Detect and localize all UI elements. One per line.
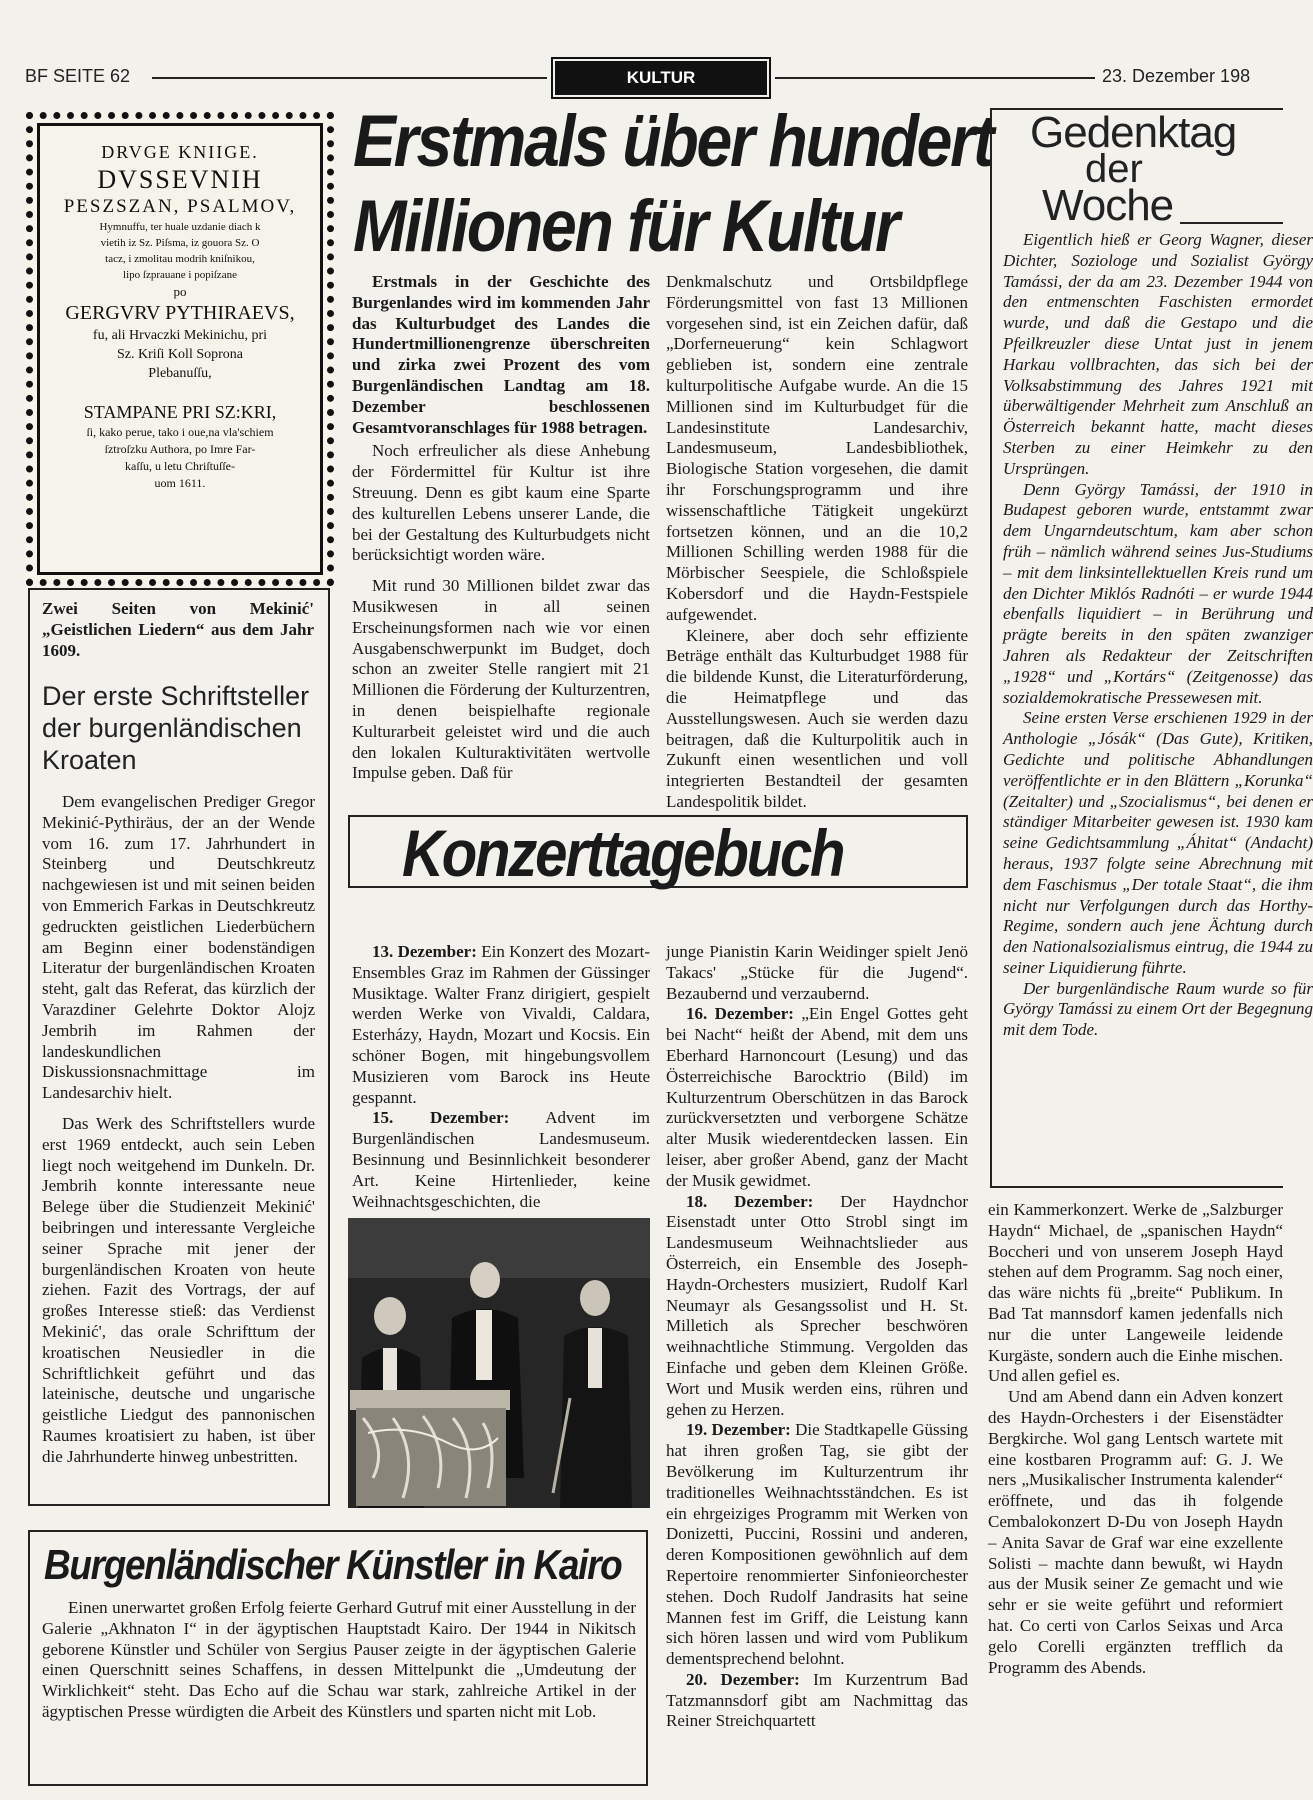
kultur-p3: Mit rund 30 Millionen bildet zwar das Musikwesen in all seinen Erscheinungsformen nach wie vor einen Ausgabenschwerpunkt im Budget, doch schon an zweiter Stelle rangiert mit 21 Millionen die Förderung der Kulturzentren, in denen beispielhafte regionale Kulturarbeit geleistet wird und die auch den lokalen Kulturaktivitäten wertvolle Impulse geben. Daß für — [352, 576, 650, 783]
kultur-headline-2: Millionen für Kultur — [353, 186, 898, 267]
woodcut-line: Plebanuſſu, — [148, 366, 212, 381]
gedenktag-p2: Denn György Tamássi, der 1910 in Budapest geboren wurde, entstammt zwar dem Ungarndeutschtum, kam aber schon früh – nämlich während seines Jus-Studiums – mit dem linksintellektuellen Kreis rund um den Dichter Miklós Radnóti – er wurde 1944 ebenfalls liquidiert – in Berührung und prägte bereits in den späten zwanziger Jahren als Redakteur der Zeitschriften „1928“ und „Kortárs“ (Zeitgenosse) das sozialdemokratische Pressewesen mit. — [1003, 479, 1313, 707]
kultur-headline-1: Erstmals über hundert — [353, 101, 993, 182]
woodcut-line: Sz. Kriſi Koll Soprona — [117, 347, 243, 362]
woodcut-line: tacz, i zmolitau modrih kniſnikou, — [105, 253, 255, 265]
woodcut-line: ſi, kako perue, tako i oue,na vla'schiem — [86, 425, 274, 439]
woodcut-line: DVSSEVNIH — [97, 165, 263, 194]
page-number: BF SEITE 62 — [25, 66, 131, 86]
konzert-r2: Und am Abend dann ein Adven konzert des Haydn-Orchesters i der Eisenstädter Bergkirche. Wol gang Lentsch wartete mit eine kostbaren Programm auf: G. J. We ners „Musikalischer Instrumenta kalender“ eröffnete, und das ih folgende Cembalokonzert D-Du von Joseph Haydn – Anita Savar de Graf war eine exzellente Solisti – machte dann bewußt, wi Haydn aus der Musik seiner Ze gemacht und wie sehr er sie weite geführt und reformiert hat. Co certi von Carlos Seixas und Arca gelo Corelli ergänzten trefflich da Programm des Abends. — [988, 1387, 1283, 1677]
kultur-lead: Erstmals in der Geschichte des Burgenlandes wird im kommenden Jahr das Kulturbudget des Landes die Hundertmillionengrenze überschreiten und zirka zwei Prozent des vom Burgenländischen Landtag am 18. Dezember beschlossenen Gesamtvoranschlages für 1988 betragen. — [352, 272, 650, 437]
konzert-col-3 — [988, 1200, 1283, 1705]
woodcut-line: DRVGE KNIIGE. — [101, 142, 259, 162]
kroaten-body — [42, 792, 315, 1468]
woodcut-line: kaſſu, u letu Chriſtuſſe- — [125, 459, 235, 473]
konzert-e2-date: 15. Dezember: — [372, 1108, 510, 1128]
kultur-col-1 — [352, 272, 650, 784]
gedenktag-body — [1003, 230, 1313, 1041]
gedenktag-p4: Der burgenländische Raum wurde so für György Tamássi zu einem Ort der Begegnung mit dem Tode. — [1003, 978, 1313, 1040]
historic-book-image — [26, 112, 334, 586]
konzert-e2b: junge Pianistin Karin Weidinger spielt Jenö Takacs' „Stücke für die Jugend“. Bezaubernd und verzaubernd. — [666, 942, 968, 1003]
konzert-e3: „Ein Engel Gottes geht bei Nacht“ heißt der Abend, mit dem uns Eberhard Harnoncourt (Lesung) und das Österreichische Barocktrio (Bild) im Kulturzentrum Oberschützen in das Barock zurückversetzten und verborgene Schätze alter Musik wiederentdecken lassen. Ein leiser, aber großer Abend, ganz der Macht der Musik gewidmet. — [666, 1004, 969, 1190]
konzert-e1: Ein Konzert des Mozart-Ensembles Graz im Rahmen der Güssinger Musiktage. Walter Franz dirigiert, gespielt werden Werke von Vivaldi, Caldara, Esterházy, Haydn, Mozart und Kocsis. Ein schöner Bogen, mit hingebungsvollem Musizieren vom Barock ins Heute gespannt. — [352, 942, 651, 1107]
woodcut-line: lipo ſzprauane i popiſzane — [123, 269, 237, 281]
woodcut-line: ſztroſzku Authora, po Imre Far- — [104, 442, 256, 456]
konzert-col-2 — [666, 942, 968, 1732]
konzert-e4-date: 18. Dezember: — [686, 1191, 814, 1211]
woodcut-text — [59, 141, 301, 492]
woodcut-line: STAMPANE PRI SZ:KRI, — [83, 402, 277, 422]
gedenktag-title-1: Gedenktag — [1030, 108, 1237, 157]
kairo-text: Einen unerwartet großen Erfolg feierte Gerhard Gutruf mit einer Ausstellung in der Galerie „Akhnaton I“ in der ägyptischen Hauptstadt Kairo. Der 1944 in Nikitsch geborene Künstler und Schüler von Sergius Pauser zeigte in der ägyptischen Galerie einen Querschnitt seines Schaffens, in dessen Mittelpunkt die „Umdeutung der Wirklichkeit“ steht. Das Echo auf die Schau war stark, zahlreiche Artikel in der ägyptischen Presse würdigten die Arbeit des Künstlers und sparten nicht mit Lob. — [42, 1598, 636, 1721]
kultur-p2: Noch erfreulicher als diese Anhebung der Fördermittel für Kultur ist ihre Streuung. Denn es gibt kaum eine Sparte des kulturellen Lebens unserer Lande, die bei der Gestaltung des Kulturbudgets nicht berücksichtigt worden wäre. — [352, 441, 650, 565]
konzert-e1-date: 13. Dezember: — [372, 942, 477, 961]
konzert-e6-date: 20. Dezember: — [686, 1669, 800, 1689]
kultur-col-2 — [666, 272, 968, 813]
header-rule-right — [775, 77, 1095, 79]
konzert-e6: Im Kurzentrum Bad Tatzmannsdorf gibt am Nachmittag das Reiner Streichquartett — [666, 1669, 968, 1731]
section-badge: KULTUR — [555, 61, 767, 95]
kroaten-p1: Dem evangelischen Prediger Gregor Mekinić-Pythiräus, der an der Wende vom 16. zum 17. Jahrhundert in Steinberg und Deutschkreutz nachgewiesen ist und mit seinen beiden von Emmerich Farkas in Deutschkreutz gedruckten geistlichen Liederbüchern am Beginn einer bodenständigen Literatur der burgenländischen Kroaten steht, galt das Referat, das kürzlich der Varazdiner Gelehrte Doktor Alojz Jembrih im Rahmen der landeskundlichen Diskussionsnachmittage im Landesarchiv hielt. — [42, 792, 315, 1103]
kroaten-p2: Das Werk des Schriftstellers wurde erst 1969 entdeckt, auch sein Leben liegt noch weitgehend im Dunkeln. Dr. Jembrih konnte interessante neue Belege über die Studienzeit Mekinić' beibringen und interessante Vergleiche seiner Sprache mit jener der burgenländischen Kroaten von heute ziehen. Fazit des Vortrags, der auf großes Interesse stieß: das Verdienst Mekinić', das orale Schrifttum der kroatischen Neusiedler in die Schriftlichkeit geführt und das lateinische, deutsche und ungarische geistliche Liedgut des pannonischen Raumes kroatisiert zu haben, ist über die Jahrhunderte hinweg unbestritten. — [42, 1113, 315, 1466]
konzert-col-1 — [352, 942, 650, 1212]
woodcut-line: uom 1611. — [154, 476, 206, 490]
konzert-e5-date: 19. Dezember: — [686, 1420, 791, 1440]
woodcut-line: po — [173, 284, 187, 299]
gedenktag-title-2: der — [1085, 147, 1143, 191]
woodcut-line: PESZSZAN, PSALMOV, — [63, 196, 297, 217]
gedenktag-p1: Eigentlich hieß er Georg Wagner, dieser Dichter, Soziologe und Sozialist György Tamássi, der da am 23. Dezember 1944 von den entmenschten Faschisten ermordet wurde, und daß die Gestapo und die Pfeilkreuzler diese Untat just in jenem Harkau vollbrachten, das sich bei der Volksabstimmung des Jahres 1921 mit überwältigender Mehrheit zum Anschluß an Österreich bekannt hatte, macht dieses Sterben zu einer Heimkehr zu den Ursprüngen. — [1003, 230, 1313, 478]
konzert-r1: ein Kammerkonzert. Werke de „Salzburger Haydn“ Michael, de „spanischen Haydn“ Boccheri und von unserem Joseph Hayd stehen auf dem Programm. Sag noch einer, das wäre nichts fü „breite“ Publikum. In Bad Tat mannsdorf kamen jedenfalls nich nur die unter Langeweile leidende Kurgäste, sondern auch die Einhe mischen. Und allen gefiel es. — [988, 1200, 1283, 1386]
photo-drawing — [348, 1218, 650, 1508]
woodcut-line: GERGVRV PYTHIRAEVS, — [65, 302, 295, 324]
kairo-title: Burgenländischer Künstler in Kairo — [44, 1541, 622, 1588]
woodcut-line: vietih iz Sz. Piſsma, iz gouora Sz. O — [100, 237, 260, 249]
gedenktag-rule — [1180, 222, 1283, 224]
konzert-e4: Der Haydnchor Eisenstadt unter Otto Strobl singt im Landesmuseum Weihnachtslieder aus Österreich, ein Ensemble des Joseph-Haydn-Orchesters musiziert, Rudolf Karl Neumayr als Gesangssolist und H. St. Milletich als Sprecher beschwören weihnachtliche Stimmung. Vergolden das Einfache und geben dem Kleinen Größe. Wort und Musik werden eins, rühren und gehen zu Herzen. — [666, 1191, 969, 1419]
kultur-p5: Kleinere, aber doch sehr effiziente Beträge enthält das Kulturbudget 1988 für die bildende Kunst, die Literaturförderung, die Heimatpflege und das Ausstellungswesen. Auch sie werden dazu beitragen, daß die Kulturpolitik auch in Zukunft einen wesentlichen und voll integrierten Bestandteil der gesamten Landespolitik bildet. — [666, 625, 968, 811]
woodcut-line: fu, ali Hrvaczki Mekinichu, pri — [92, 328, 268, 343]
barocktrio-photo — [348, 1218, 650, 1508]
gedenktag-title-3: Woche — [1042, 181, 1174, 230]
kroaten-title: Der erste Schriftsteller der burgenländischen Kroaten — [42, 681, 310, 775]
woodcut-line: Hymnuffu, ter huale uzdanie diach k — [99, 221, 261, 233]
kultur-p4: Denkmalschutz und Ortsbildpflege Förderungsmittel von fast 13 Millionen vorgesehen sind, ist ein Zeichen dafür, daß „Dorferneuerung“ kein Schlagwort geblieben ist, sondern eine zentrale kulturpolitische Aufgabe wurde. An die 15 Millionen sind im Kulturbudget für die Landesinstitute Landesarchiv, Landesmuseum, Landesbibliothek, Biologische Station vorgesehen, die damit ihr Forschungsprogramm und ihre wissenschaftliche Tätigkeit ungekürzt fortsetzen können, und an die 10,2 Millionen Schilling werden 1988 für die Mörbischer Seespiele, die Schloßspiele Kobersdorf und die Haydn-Festspiele aufgewendet. — [666, 272, 968, 624]
image-caption: Zwei Seiten von Mekinić' „Geistlichen Liedern“ aus dem Jahr 1609. — [42, 599, 314, 660]
konzert-e2: Advent im Burgenländischen Landesmuseum. Besinnung und Besinnlichkeit besonderer Art. Keine Hirtenlieder, keine Weihnachtsgeschichten, die — [352, 1108, 651, 1211]
header-rule-left — [152, 77, 547, 79]
issue-date: 23. Dezember 198 — [1102, 66, 1251, 86]
gedenktag-p3: Seine ersten Verse erschienen 1929 in der Anthologie „Jósák“ (Das Gute), Kritiken, Gedichte und politische Abhandlungen veröffentlichte er in den Blättern „Korunka“ (Zeitalter) und „Szocialismus“, bei denen er ständiger Mitarbeiter gewesen ist. 1930 kam seine Gedichtsammlung „Áhitat“ (Andacht) heraus, 1937 folgte seine Abrechnung mit dem Faschismus „Der totale Staat“, die ihm nicht nur Verfolgungen durch das Horthy-Regime, sondern auch jene Ächtung durch den Nationalsozialismus eintrug, die 1944 zu seiner Liquidierung führte. — [1003, 708, 1313, 977]
konzert-e5: Die Stadtkapelle Güssing hat ihren großen Tag, sie gibt der Bevölkerung im Kulturzentrum ihr traditionelles Weihnachtsständchen. Es ist ein ehrgeiziges Programm mit Werken von Donizetti, Puccini, Rossini und anderen, deren Kompositionen gewöhnlich auf dem Repertoire renommierter Sinfonieorchester stehen. Doch Rudolf Jandrasits hat seine Mannen fest im Griff, die Leistung kann sich hören lassen und wird vom Publikum dementsprechend belohnt. — [666, 1420, 969, 1669]
konzert-e3-date: 16. Dezember: — [686, 1004, 794, 1024]
konzert-title: Konzerttagebuch — [402, 816, 844, 890]
